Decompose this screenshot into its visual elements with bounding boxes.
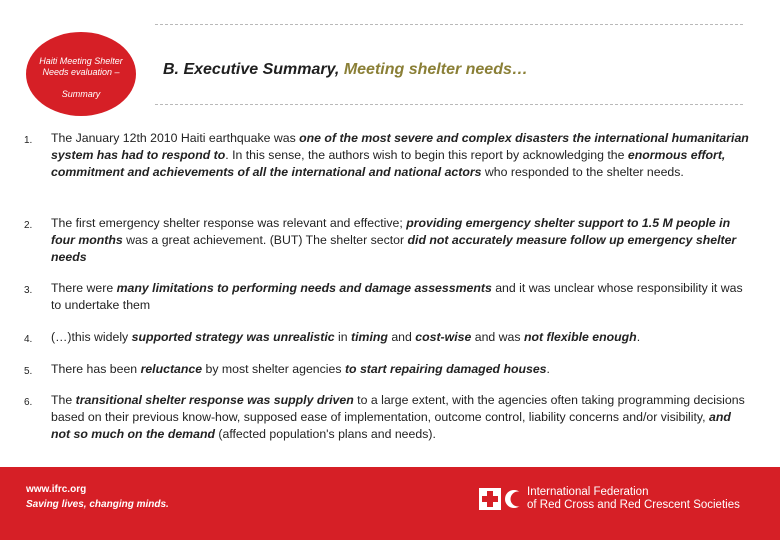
body-text: to a large extent, with the agencies often taking programming decisions based on their previous know-how, supposed ease of implementation, outcome control, liability concerns and/or visibility, <box>51 393 745 424</box>
item-number: 4. <box>24 334 33 345</box>
item-text <box>51 130 751 181</box>
item-number: 2. <box>24 220 33 231</box>
body-text: . <box>636 330 641 344</box>
badge-line-1: Haiti Meeting Shelter <box>39 56 123 66</box>
item-text <box>51 329 751 346</box>
item-text <box>51 361 751 378</box>
item-number: 1. <box>24 135 33 146</box>
body-text: in <box>334 330 352 344</box>
title-main: B. Executive Summary, <box>163 61 344 78</box>
emphasis-text: providing emergency shelter support to 1.5 M people in four months <box>51 216 731 247</box>
body-text: and it was unclear whose responsibility it was to undertake them <box>51 281 743 312</box>
item-text <box>51 215 751 266</box>
item-number: 5. <box>24 366 33 377</box>
emphasis-text: did not accurately measure follow up emergency shelter needs <box>51 233 737 264</box>
emphasis-text: reluctance <box>140 362 203 376</box>
emphasis-text: to start repairing damaged houses <box>344 362 547 376</box>
emphasis-text: timing <box>351 330 388 344</box>
top-dashed-divider <box>155 24 743 25</box>
item-number: 3. <box>24 285 33 296</box>
red-cross-red-crescent-logo-icon <box>479 488 523 510</box>
badge-line-3: Summary <box>61 89 101 99</box>
header-dashed-divider <box>155 104 743 105</box>
body-text: and <box>387 330 416 344</box>
emphasis-text: transitional shelter response was supply driven <box>75 393 354 407</box>
body-text: and was <box>471 330 524 344</box>
body-text: The first emergency shelter response was relevant and effective; <box>51 216 407 230</box>
body-text: by most shelter agencies <box>202 362 345 376</box>
body-text: . <box>546 362 550 376</box>
body-text: There has been <box>51 362 141 376</box>
emphasis-text: not flexible enough <box>523 330 637 344</box>
org-line-1: International Federation <box>527 486 649 498</box>
emphasis-text: and not so much on the demand <box>51 410 731 441</box>
badge-line-2: Needs evaluation – <box>42 67 120 77</box>
body-text: who responded to the shelter needs. <box>481 165 684 179</box>
footer-bar <box>0 467 780 540</box>
item-text <box>51 280 751 314</box>
emphasis-text: enormous effort, commitment and achievements of all the international and national actors <box>51 148 726 179</box>
website-link[interactable]: www.ifrc.org <box>26 484 87 495</box>
section-badge <box>26 32 136 116</box>
emphasis-text: one of the most severe and complex disasters the international humanitarian system has had to respond to <box>51 131 749 162</box>
body-text: was a great achievement. (BUT) The shelter sector <box>122 233 408 247</box>
org-line-2: of Red Cross and Red Crescent Societies <box>527 499 740 511</box>
slogan: Saving lives, changing minds. <box>26 499 169 510</box>
item-text <box>51 392 751 443</box>
title-accent: Meeting shelter needs… <box>343 61 528 78</box>
emphasis-text: supported strategy was unrealistic <box>131 330 335 344</box>
body-text: The January 12th 2010 Haiti earthquake was <box>51 131 300 145</box>
body-text: The <box>51 393 76 407</box>
emphasis-text: many limitations to performing needs and damage assessments <box>116 281 492 295</box>
item-number: 6. <box>24 397 33 408</box>
body-text: (affected population's plans and needs). <box>214 427 436 441</box>
slide-title <box>163 61 528 79</box>
red-crescent-icon <box>503 488 525 510</box>
body-text: . In this sense, the authors wish to begin this report by acknowledging the <box>225 148 628 162</box>
emphasis-text: cost-wise <box>415 330 472 344</box>
red-cross-icon <box>479 488 501 510</box>
organization-name <box>527 486 740 512</box>
body-text: (…)this widely <box>51 330 132 344</box>
body-text: There were <box>51 281 117 295</box>
